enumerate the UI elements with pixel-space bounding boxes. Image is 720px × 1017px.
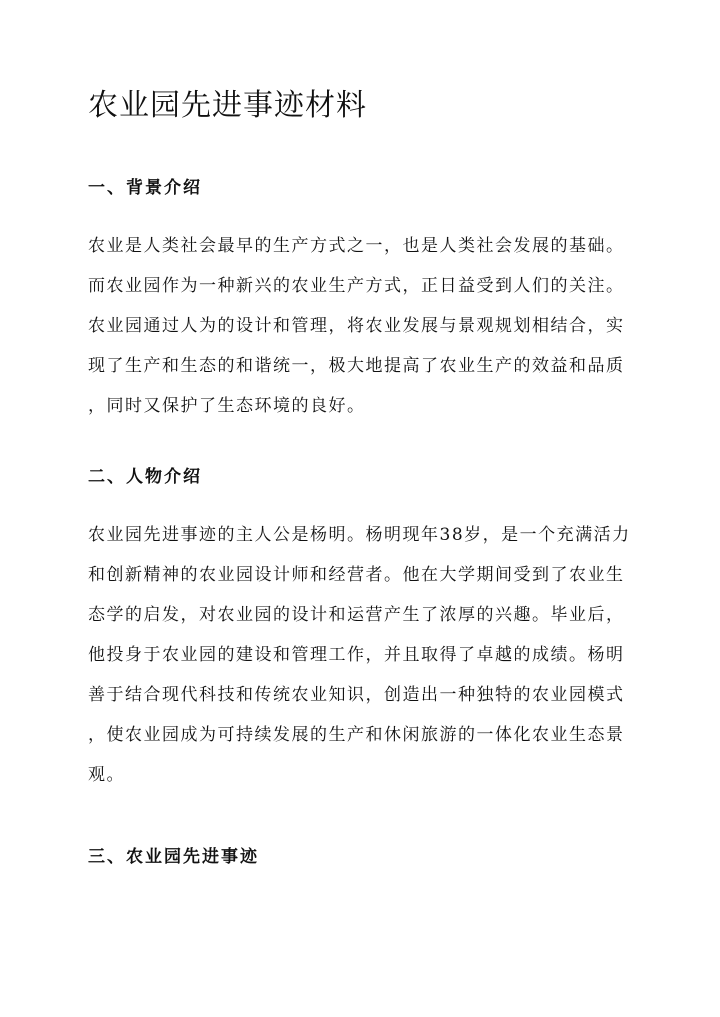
paragraph-line: 态学的启发，对农业园的设计和运营产生了浓厚的兴趣。毕业后， — [88, 605, 625, 625]
document-title: 农业园先进事迹材料 — [88, 88, 367, 123]
paragraph-line: 农业园先进事迹的主人公是杨明。杨明现年38岁，是一个充满活力 — [88, 525, 631, 545]
paragraph-line: ，使农业园成为可持续发展的生产和休闲旅游的一体化农业生态景 — [88, 725, 625, 745]
paragraph-line: 和创新精神的农业园设计师和经营者。他在大学期间受到了农业生 — [88, 565, 625, 585]
section-heading-person: 二、人物介绍 — [88, 467, 202, 487]
paragraph-line: 农业是人类社会最早的生产方式之一，也是人类社会发展的基础。 — [88, 236, 625, 256]
section-body-background — [88, 226, 636, 426]
section-body-person — [88, 515, 636, 795]
paragraph-line: 农业园通过人为的设计和管理，将农业发展与景观规划相结合，实 — [88, 316, 625, 336]
paragraph-line: 他投身于农业园的建设和管理工作，并且取得了卓越的成绩。杨明 — [88, 645, 625, 665]
paragraph-line: 观。 — [88, 765, 125, 785]
paragraph-line: 现了生产和生态的和谐统一，极大地提高了农业生产的效益和品质 — [88, 356, 625, 376]
paragraph-line: 善于结合现代科技和传统农业知识，创造出一种独特的农业园模式 — [88, 685, 625, 705]
section-heading-achievements: 三、农业园先进事迹 — [88, 847, 259, 867]
paragraph-line: ，同时又保护了生态环境的良好。 — [88, 396, 366, 416]
paragraph-line: 而农业园作为一种新兴的农业生产方式，正日益受到人们的关注。 — [88, 276, 625, 296]
section-heading-background: 一、背景介绍 — [88, 178, 202, 198]
